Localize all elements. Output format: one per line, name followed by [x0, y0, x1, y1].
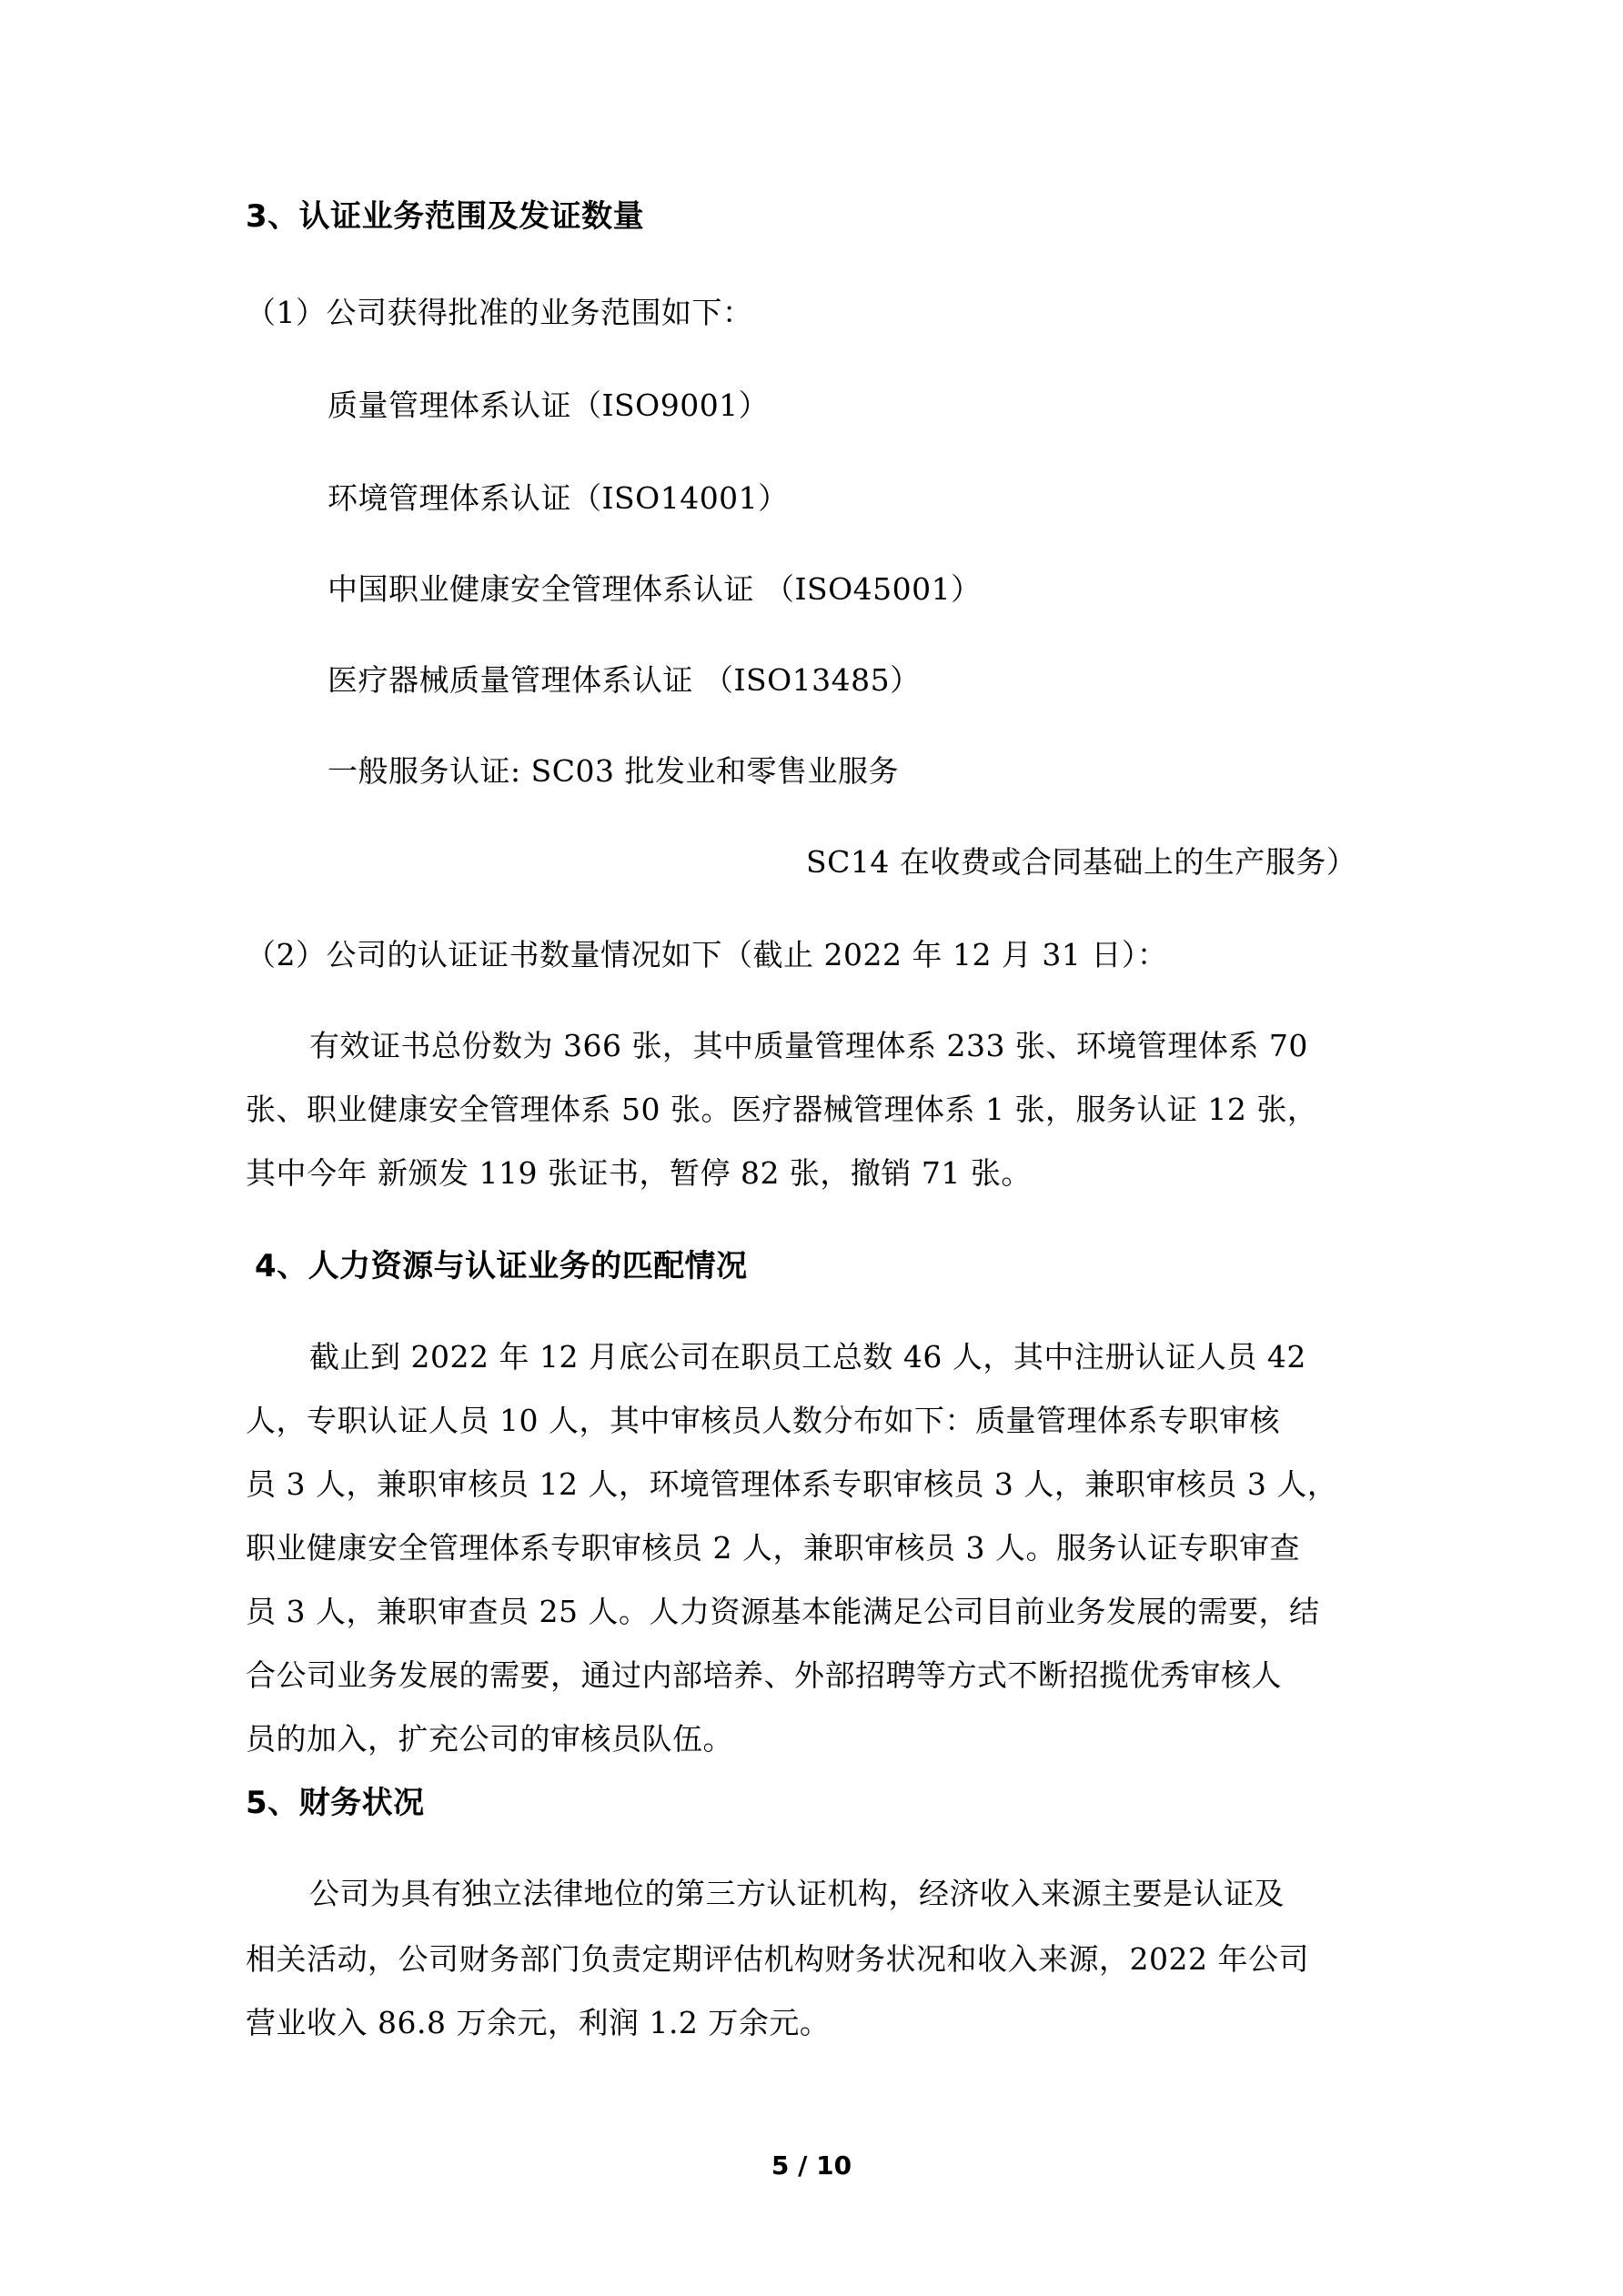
paragraph-line: 有效证书总份数为 366 张，其中质量管理体系 233 张、环境管理体系 70 [309, 1028, 1308, 1063]
paragraph-line: 员 3 人，兼职审查员 25 人。人力资源基本能满足公司目前业务发展的需要，结 [246, 1594, 1320, 1629]
page-separator: / [789, 2150, 817, 2180]
paragraph-line: 职业健康安全管理体系专职审核员 2 人，兼职审核员 3 人。服务认证专职审查 [246, 1530, 1300, 1566]
paragraph-line: 其中今年 新颁发 119 张证书，暂停 82 张，撤销 71 张。 [246, 1155, 1032, 1191]
paragraph-line: 公司为具有独立法律地位的第三方认证机构，经济收入来源主要是认证及 [309, 1876, 1285, 1911]
paragraph-line: 人，专职认证人员 10 人，其中审核员人数分布如下：质量管理体系专职审核 [246, 1403, 1280, 1438]
section-3-heading: 3、认证业务范围及发证数量 [246, 198, 645, 235]
scope-item: 医疗器械质量管理体系认证 （ISO13485） [328, 662, 921, 698]
paragraph-line: 员的加入，扩充公司的审核员队伍。 [246, 1721, 733, 1757]
paragraph-line: 截止到 2022 年 12 月底公司在职员工总数 46 人，其中注册认证人员 42 [309, 1339, 1306, 1375]
paragraph-line: 营业收入 86.8 万余元，利润 1.2 万余元。 [246, 2005, 831, 2040]
section-3-sub-1: （1）公司获得批准的业务范围如下： [246, 295, 753, 330]
paragraph-line: 员 3 人，兼职审核员 12 人，环境管理体系专职审核员 3 人，兼职审核员 3 人， [246, 1466, 1338, 1502]
paragraph-line: 张、职业健康安全管理体系 50 张。医疗器械管理体系 1 张，服务认证 12 张， [246, 1092, 1318, 1127]
scope-item: 一般服务认证: SC03 批发业和零售业服务 [328, 753, 899, 789]
paragraph-line: 合公司业务发展的需要，通过内部培养、外部招聘等方式不断招揽优秀审核人 [246, 1657, 1282, 1693]
current-page-number: 5 [771, 2150, 790, 2180]
page-number-footer [0, 2150, 1623, 2180]
total-pages: 10 [816, 2150, 852, 2180]
scope-item: SC14 在收费或合同基础上的生产服务） [806, 844, 1357, 880]
section-5-heading: 5、财务状况 [246, 1785, 425, 1821]
section-3-sub-2: （2）公司的认证证书数量情况如下（截止 2022 年 12 月 31 日）： [246, 937, 1168, 972]
scope-item: 中国职业健康安全管理体系认证 （ISO45001） [328, 571, 982, 607]
section-4-heading: 4、人力资源与认证业务的匹配情况 [255, 1248, 748, 1284]
scope-item: 环境管理体系认证（ISO14001） [328, 480, 789, 516]
paragraph-line: 相关活动，公司财务部门负责定期评估机构财务状况和收入来源，2022 年公司 [246, 1941, 1309, 1977]
scope-item: 质量管理体系认证（ISO9001） [328, 388, 770, 423]
